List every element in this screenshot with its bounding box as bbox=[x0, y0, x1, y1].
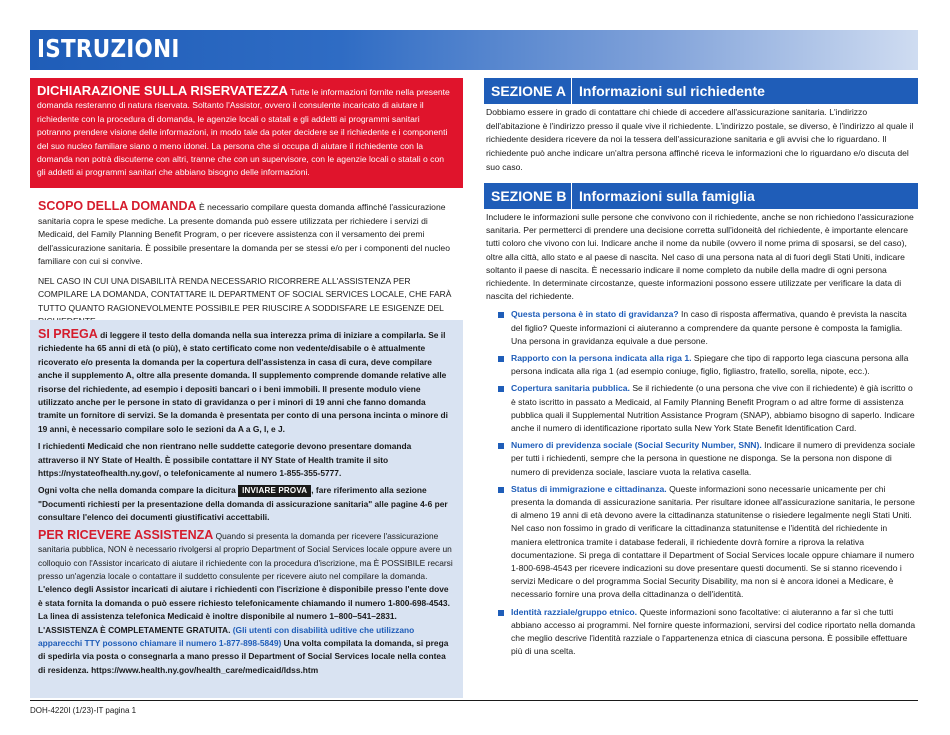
assist-text-2: L'elenco degli Assistor incaricati di aiutare i richiedenti con l'iscrizione è disponibile presso l'ente dove è stata fornita la domanda o può essere richiesto telefonicamente chiamando il numero 1-800-698-4543. La linea di assistenza telefonica Medicaid è inoltre disponibile al numero 1–800–541–2831. L'ASSISTENZA È COMPLETAMENTE GRATUITA. bbox=[38, 584, 450, 635]
section-b-title: Informazioni sulla famiglia bbox=[579, 188, 755, 204]
please-text-4a: Ogni volta che nella domanda compare la dicitura bbox=[38, 485, 236, 496]
section-a-text: Dobbiamo essere in grado di contattare chi chiede di accedere all'assicurazione sanitaria. L'indirizzo dell'abitazione è l'indirizzo presso il quale vive il richiedente. L'indirizzo postale, se diverso, è l'indirizzo al quale il richiedente desidera ricevere da noi la tessera dell'assicurazione sanitaria e gli avvisi che lo riguardano. Il richiedente può anche indicare un'altra persona affinché riceva le informazioni che lo riguardano e/o discuta del suo caso. bbox=[486, 107, 914, 172]
bullet-square-icon bbox=[498, 610, 504, 616]
page-footer bbox=[30, 700, 918, 726]
disability-note: NEL CASO IN CUI UNA DISABILITÀ RENDA NECESSARIO RICORRERE ALL'ASSISTENZA PER COMPILARE LA DOMANDA, CONTATTARE IL DEPARTMENT OF SOCIAL SERVICES LOCALE, CHE FARÀ TUTTO QUANTO RAGIONEVOLMENTE POSSIBILE PER RIUSCIRE A SODDISFARE LE ESIGENZE DEL bbox=[38, 275, 452, 313]
section-b-label: SEZIONE B bbox=[484, 183, 572, 209]
tty-note: (Gli utenti con disabilità uditive che utilizzano apparecchi TTY possono chiamare il numero 1-877-898-5849) bbox=[38, 624, 415, 648]
ldss-link[interactable]: https://www.health.ny.gov/health_care/medicaid/ldss.htm bbox=[91, 664, 319, 675]
list-item: Status di immigrazione e cittadinanza. Queste informazioni sono necessarie unicamente per chi presenta la domanda di assicurazione sanitaria. Per risultare idonee all'assicurazione sanitaria, le persone di almeno 19 anni di età devono avere la cittadinanza statunitense o risiedere legalmente negli Stati Uniti. Nel caso non fossimo in grado di verificare la cittadinanza statunitense e l'identità del richiedente in maniera elettronica tramite i database federali, il richiedente dovrà fornire a riprova la relativa documentazione. Si prega di contattare il Department of Social Services locale oppure chiamare il numero 1-800-698-4543 per ricevere indicazioni su dove presentare questi documenti. Se si stanno ricevendo i servizi Medicare o del programma Social Security Disability, ma non si è ancora idonei a Medicare, è necessario fornire una prova della cittadinanza o dell'identità. bbox=[486, 483, 916, 602]
please-text-2: Se il richiedente ha 65 anni di età (o più), è stato certificato come non vedente/disabile o è attualmente ricoverato e/o presenta la domanda per la copertura dell'assistenza in casa di cura, deve compilare anche il supplemento A, oltre alla presente domanda. Il supplemento comprende domande relative alle risorse del richiedente, ad esempio i depositi bancari o i beni immobili. Il presente modulo viene utilizzato anche per le persone in stato di gravidanza o per i minori di 19 anni che fanno domanda tramite un fornitore di servizi. Se la domanda è presentata per conto di una persona incinta o minore di 19 anni, è necessario compilare solo le sezioni da A a G, I, e J. bbox=[38, 330, 448, 434]
please-text-3: I richiedenti Medicaid che non rientrano nelle suddette categorie devono presentare domanda attraverso il NY State of Health. È possibile contattare il NY State of Health tramite il sito https://nystateofhealth.ny.gov/, o telefonicamente al numero 1-855-355-5777. bbox=[38, 441, 412, 479]
section-a-label: SEZIONE A bbox=[484, 78, 572, 104]
assist-heading: PER RICEVERE ASSISTENZA bbox=[38, 527, 214, 542]
privacy-heading: DICHIARAZIONE SULLA RISERVATEZZA bbox=[37, 83, 288, 98]
section-b-bar bbox=[484, 183, 918, 209]
privacy-text: Tutte le informazioni fornite nella presente domanda resteranno di natura riservata. Soltanto l'Assistor, ovvero il consulente incaricato di aiutare il richiedente con la procedura di domanda, le agenzie locali o statali e gli addetti ai programmi sanitari potranno prendere visione delle informazioni, in modo tale da poter decidere se il richiedente e i componenti del suo nucleo familiare siano o meno idonei. La persona che si occupa di aiutare il richiedente con la domanda non potrà discuterne con altri, tranne che con un supervisore, con le agenzie locali o statali o con gli addetti ai programmi sanitari che abbiano bisogno delle informazioni. bbox=[37, 87, 450, 178]
list-item: Identità razziale/gruppo etnico. Queste informazioni sono facoltative: ci aiuteranno a far sì che tutti abbiano accesso ai programmi. Nel fornire queste informazioni, servirsi del codice riportato nella domanda che meglio descrive l'identità razziale o l'appartenenza etnica di ciascuna persona. È possibile effettuare più di una scelta. bbox=[486, 606, 916, 659]
bullet-square-icon bbox=[498, 386, 504, 392]
bullet-square-icon bbox=[498, 312, 504, 318]
send-proof-badge: INVIARE PROVA bbox=[238, 485, 311, 497]
page-title: ISTRUZIONI bbox=[37, 34, 180, 63]
form-code: DOH-4220I (1/23)-IT pagina 1 bbox=[30, 706, 137, 715]
purpose-heading: SCOPO DELLA DOMANDA bbox=[38, 199, 197, 213]
list-item: Rapporto con la persona indicata alla riga 1. Spiegare che tipo di rapporto lega ciascuna persona alla persona indicata alla riga 1 (ad esempio coniuge, figlio, figliastro, fratello, sorella, nipote, ecc.). bbox=[486, 352, 916, 378]
page-header bbox=[30, 30, 918, 70]
please-heading: SI PREGA bbox=[38, 327, 98, 341]
list-item: Numero di previdenza sociale (Social Security Number, SNN). Indicare il numero di previdenza sociale per tutti i richiedenti, sempre che la persona in questione ne disponga. Se la persona non dispone di numero di previdenza sociale, lasciare vuota la relativa casella. bbox=[486, 439, 916, 479]
instructions-box bbox=[30, 320, 463, 698]
list-item: Copertura sanitaria pubblica. Se il richiedente (o una persona che vive con il richiedente) è già iscritto o è stato iscritto in passato a Medicaid, al Family Planning Benefit Program o ad altre forme di assistenza pubblica quali il Supplemental Nutrition Assistance Program (SNAP), abbiamo bisogno di saperlo. Indicare anche il numero di identificazione riportato sulla New York State Benefit Identification Card. bbox=[486, 382, 916, 435]
section-b-body bbox=[486, 211, 916, 663]
bullet-square-icon bbox=[498, 356, 504, 362]
bullet-square-icon bbox=[498, 487, 504, 493]
assist-text-1: Quando si presenta la domanda per ricevere l'assicurazione sanitaria pubblica, NON è necessario rivolgersi al proprio Department of Social Services locale oppure avere un colloquio con l'Assistor incaricato di aiutare il richiedente con la procedura d'iscrizione, ma È POSSIBILE recarsi presso un'agenzia locale o contattare il suddetto consulente per ricevere aiuto nel compilare la domanda. bbox=[38, 530, 453, 581]
bullet-square-icon bbox=[498, 443, 504, 449]
section-b-intro: Includere le informazioni sulle persone che convivono con il richiedente, anche se non richiedono l'assicurazione sanitaria. Per permetterci di prendere una decisione corretta sull'idoneità del richiedente, è importante elencare tutti coloro che vivono con lui. Indicare anche il nome da nubile (ovvero il nome prima di sposarsi, se del caso), oltre alla città, allo stato e al paese di nascita. Nel caso di una persona nata al di fuori degli Stati Uniti, indicare soltanto il paese di nascita. È necessario indicare il nome completo da nubile della madre di ogni persona richiedente. In determinate circostanze, queste informazioni possono essere utilizzate per verificare la data di nascita del richiedente. bbox=[486, 212, 914, 302]
section-a-bar bbox=[484, 78, 918, 104]
purpose-section bbox=[38, 200, 460, 329]
assist-text-3: Una volta compilata la domanda, si prega di spedirla via posta o consegnarla a mano presso il Department of Social Services locale nella contea di residenza. bbox=[38, 637, 449, 675]
please-text-1: di leggere il testo della domanda nella sua interezza prima di iniziare a compilarla. bbox=[100, 330, 426, 340]
privacy-statement bbox=[30, 78, 463, 188]
purpose-text: È necessario compilare questa domanda affinché l'assicurazione sanitaria copra le spese mediche. La presente domanda può essere utilizzata per richiedere i servizi di Medicaid, del Family Planning Benefit Program, o per ricevere assistenza con il versamento dei premi dell'assicurazione sanitaria. È possibile presentare la domanda per se stessi e/o per i componenti del nucleo familiare con cui si convive. bbox=[38, 202, 450, 267]
please-text-4b: , fare riferimento alla sezione "Documenti richiesti per la presentazione della domanda di assicurazione sanitaria" alle pagine 4-6 per consultare l'elenco dei documenti giustificativi accettabili. bbox=[38, 485, 448, 523]
list-item: Questa persona è in stato di gravidanza? In caso di risposta affermativa, quando è prevista la nascita del figlio? Queste informazioni ci aiuteranno a comprendere da quante persone è composta la famiglia. Una persona in gravidanza equivale a due persone. bbox=[486, 308, 916, 348]
section-b-list bbox=[486, 308, 916, 658]
section-a-title: Informazioni sul richiedente bbox=[579, 83, 765, 99]
